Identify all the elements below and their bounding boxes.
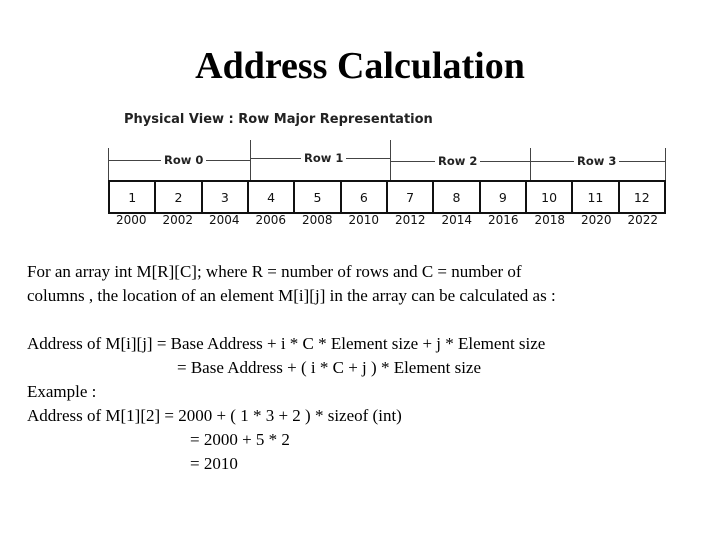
memory-cell: 11	[571, 182, 617, 212]
example-line-2: = 2000 + 5 * 2	[190, 430, 290, 449]
row-label-0: Row 0	[161, 153, 206, 167]
cell-address: 2012	[394, 213, 426, 227]
intro-line-2: columns , the location of an element M[i][j] in the array can be calculated as :	[27, 286, 556, 305]
example-line-1: Address of M[1][2] = 2000 + ( 1 * 3 + 2 ) * sizeof (int)	[27, 406, 402, 425]
row-label-1: Row 1	[301, 151, 346, 165]
cell-address: 2018	[534, 213, 566, 227]
cell-address: 2002	[162, 213, 194, 227]
example-label: Example :	[27, 382, 97, 401]
memory-cell: 9	[479, 182, 525, 212]
memory-cell: 1	[128, 189, 137, 205]
row-boundary-tick	[530, 148, 531, 180]
cell-address: 2010	[348, 213, 380, 227]
slide-title: Address Calculation	[195, 45, 525, 87]
memory-cell: 2	[154, 182, 200, 212]
cell-address: 2008	[301, 213, 333, 227]
memory-cell: 4	[247, 182, 293, 212]
memory-cell: 10	[525, 182, 571, 212]
row-major-figure	[108, 110, 668, 235]
memory-cell: 5	[293, 182, 339, 212]
memory-cells	[108, 180, 666, 214]
cell-address: 2004	[208, 213, 240, 227]
intro-line-1: For an array int M[R][C]; where R = number of rows and C = number of	[27, 262, 522, 281]
formula-line-1: Address of M[i][j] = Base Address + i * C * Element size + j * Element size	[27, 334, 546, 353]
cell-address: 2022	[627, 213, 659, 227]
cell-address: 2016	[487, 213, 519, 227]
address-row	[108, 213, 666, 231]
row-label-3: Row 3	[574, 154, 619, 168]
row-boundary-tick	[390, 140, 391, 180]
cell-address: 2006	[255, 213, 287, 227]
formula-line-2: = Base Address + ( i * C + j ) * Element size	[177, 358, 482, 377]
row-boundary-tick	[250, 140, 251, 180]
cell-address: 2000	[115, 213, 147, 227]
row-label-2: Row 2	[435, 154, 480, 168]
memory-cell: 3	[201, 182, 247, 212]
cell-address: 2014	[441, 213, 473, 227]
cell-address: 2020	[580, 213, 612, 227]
figure-heading: Physical View : Row Major Representation	[124, 112, 433, 127]
row-boundary-tick	[108, 148, 109, 180]
memory-cell: 12	[618, 182, 664, 212]
memory-cell: 7	[386, 182, 432, 212]
memory-cell: 6	[340, 182, 386, 212]
memory-cell: 8	[432, 182, 478, 212]
example-line-3: = 2010	[190, 454, 238, 473]
row-boundary-tick	[665, 148, 666, 180]
